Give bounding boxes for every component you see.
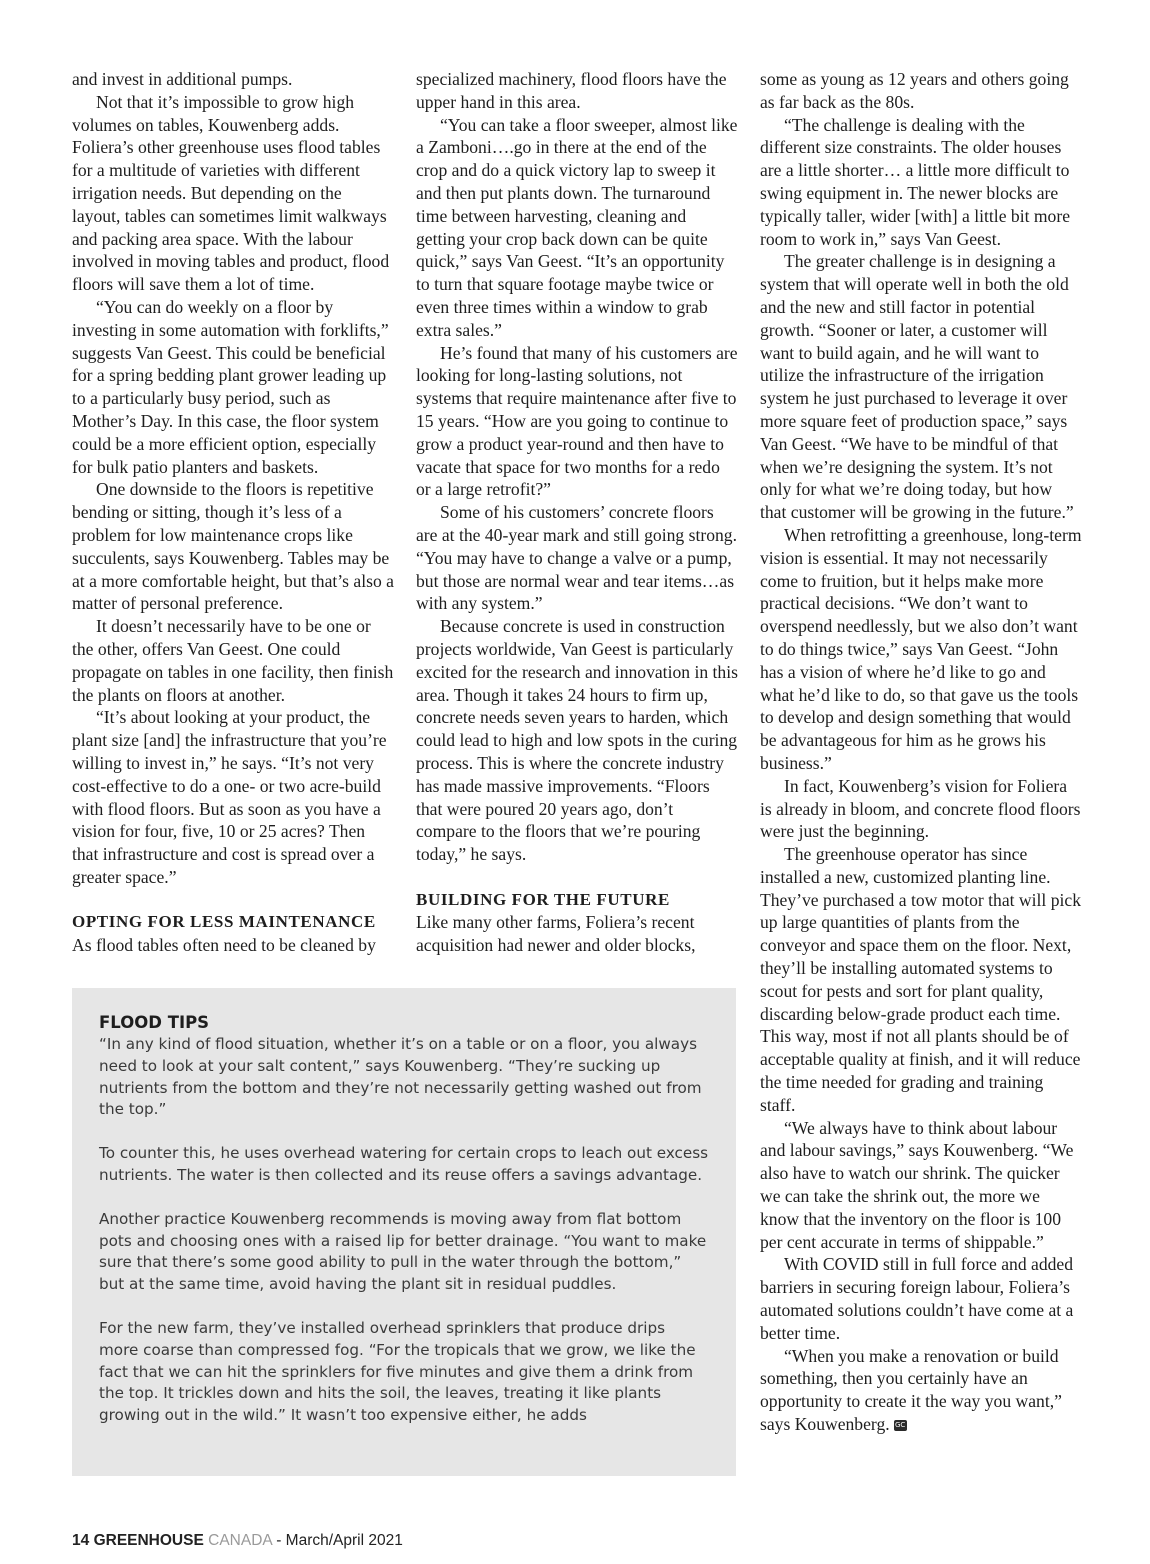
sidebar-paragraph: To counter this, he uses overhead watering for certain crops to leach out excess nutrients. The water is then collected and its reuse offers a savings advantage. (99, 1144, 709, 1184)
end-mark-icon: GC (895, 1421, 906, 1430)
magazine-name-light: CANADA (208, 1532, 272, 1549)
paragraph: Some of his customers’ concrete floors are at the 40-year mark and still going strong. “You may have to change a valve or a pump, but those are normal wear and tear items…as with any system.” (416, 502, 737, 614)
page-footer (72, 1532, 403, 1550)
paragraph: “It’s about looking at your product, the plant size [and] the infrastructure that you’re willing to invest in,” he says. “It’s not very cost-effective to do a one- or two acre-build with flood floors. But as soon as you have a vision for four, five, 10 or 25 acres? Then that infrastructure and cost is spread over a greater space.” (72, 707, 387, 887)
paragraph: With COVID still in full force and added barriers in securing foreign labour, Foliera’s automated solutions couldn’t have come at a better time. (760, 1254, 1074, 1343)
paragraph: The greater challenge is in designing a system that will operate well in both the old and the new and still factor in potential growth. “Sooner or later, a customer will want to build again, and he will want to utilize the infrastructure of the irrigation system he just purchased to leverage it over more square feet of production space,” says Van Geest. “We have to be mindful of that when we’re designing the system. It’s not only for what we’re doing today, but how that customer will be growing in the future.” (760, 251, 1074, 523)
article-column-3 (760, 68, 1082, 1436)
paragraph: In fact, Kouwenberg’s vision for Foliera is already in bloom, and concrete flood floors were just the beginning. (760, 775, 1081, 842)
article-column-2 (416, 68, 738, 957)
sidebar-paragraph: For the new farm, they’ve installed overhead sprinklers that produce drips more coarse than compressed fog. “For the tropicals that we grow, we like the fact that we can hit the sprinklers for five minutes and give them a drink from the top. It trickles down and hits the soil, the leaves, treating it like plants growing out in the wild.” It wasn’t too expensive either, he adds (99, 1318, 696, 1425)
flood-tips-sidebar (72, 988, 736, 1476)
paragraph: It doesn’t necessarily have to be one or the other, offers Van Geest. One could propagate on tables in one facility, then finish the plants on floors at another. (72, 616, 394, 705)
sidebar-paragraph: “In any kind of flood situation, whether it’s on a table or on a floor, you always need to look at your salt content,” says Kouwenberg. “They’re sucking up nutrients from the bottom and they’re not necessarily getting washed out from the top.” (99, 1035, 702, 1119)
paragraph: He’s found that many of his customers are looking for long-lasting solutions, not systems that require maintenance after five to 15 years. “How are you going to continue to grow a product year-round and then have to vacate that space for two months for a redo or a large retrofit?” (416, 342, 738, 500)
section-heading: BUILDING FOR THE FUTURE (416, 889, 670, 909)
paragraph: “The challenge is dealing with the different size constraints. The older houses are a little shorter… a little more difficult to swing equipment in. The newer blocks are typically taller, wider [with] a little bit more room to work in,” says Van Geest. (760, 114, 1071, 249)
paragraph-final (760, 1345, 1082, 1436)
article-column-1 (72, 68, 394, 957)
sidebar-title: FLOOD TIPS (99, 1013, 210, 1032)
sidebar-paragraph: Another practice Kouwenberg recommends is moving away from flat bottom pots and choosing ones with a raised lip for better drainage. “You want to make sure that there’s some good ability to pull in the water through the bottom,” but at the same time, avoid having the plant sit in residual puddles. (99, 1209, 707, 1294)
paragraph: Because concrete is used in construction projects worldwide, Van Geest is particularly excited for the research and innovation in this area. Though it takes 24 hours to firm up, concrete needs seven years to harden, which could lead to high and low spots in the curing process. This is where the concrete industry has made massive improvements. “Floors that were poured 20 years ago, don’t compare to the floors that we’re pouring today,” he says. (416, 616, 738, 865)
paragraph: some as young as 12 years and others going as far back as the 80s. (760, 69, 1069, 112)
paragraph: One downside to the floors is repetitive bending or sitting, though it’s less of a problem for low maintenance crops like succulents, says Kouwenberg. Tables may be at a more comfortable height, but that’s also a matter of personal preference. (72, 479, 394, 614)
page-number: 14 (72, 1532, 90, 1549)
paragraph: and invest in additional pumps. (72, 69, 293, 89)
paragraph: Not that it’s impossible to grow high volumes on tables, Kouwenberg adds. Foliera’s other greenhouse uses flood tables for a multitude of varieties with different irrigation needs. But depending on the layout, tables can sometimes limit walkways and packing area space. With the labour involved in moving tables and product, flood floors will save them a lot of time. (72, 91, 390, 295)
magazine-name-bold: GREENHOUSE (93, 1532, 204, 1549)
paragraph: specialized machinery, flood floors have the upper hand in this area. (416, 69, 727, 112)
paragraph: “You can take a floor sweeper, almost like a Zamboni….go in there at the end of the crop and do a quick victory lap to sweep it and then put plants down. The turnaround time between harvesting, cleaning and getting your crop back down can be quite quick,” says Van Geest. “It’s an opportunity to turn that square footage maybe twice or even three times within a window to grab extra sales.” (416, 114, 738, 340)
paragraph: The greenhouse operator has since installed a new, customized planting line. They’ve purchased a tow motor that will pick up large quantities of plants from the conveyor and space them on the floor. Next, they’ll be installing automated systems to scout for pests and sort for plant quality, discarding below-grade product each time. This way, most if not all plants should be of acceptable quality at finish, and it will reduce the time needed for grading and training staff. (760, 844, 1081, 1115)
paragraph: “We always have to think about labour and labour savings,” says Kouwenberg. “We also have to watch our shrink. The quicker we can take the shrink out, the more we know that the inventory on the floor is 100 per cent accurate in terms of shippable.” (760, 1117, 1074, 1252)
paragraph-text: “When you make a renovation or build something, then you certainly have an opportunity to create it the way you want,” says Kouwenberg. (760, 1345, 1062, 1435)
paragraph: Like many other farms, Foliera’s recent acquisition had newer and older blocks, (416, 912, 696, 956)
paragraph: “You can do weekly on a floor by investing in some automation with forklifts,” suggests Van Geest. This could be beneficial for a spring bedding plant grower leading up to a particularly busy period, such as Mother’s Day. In this case, the floor system could be a more efficient option, especially for bulk patio planters and baskets. (72, 296, 389, 477)
section-heading: OPTING FOR LESS MAINTENANCE (72, 912, 376, 932)
issue-date: - March/April 2021 (276, 1532, 403, 1549)
paragraph: When retrofitting a greenhouse, long-term vision is essential. It may not necessarily come to fruition, but it helps make more practical decisions. “We don’t want to overspend needlessly, but we also don’t want to do things twice,” says Van Geest. “John has a vision of where he’d like to go and what he’d like to do, so that gave us the tools to develop and design something that would be advantageous for him as he grows his business.” (760, 524, 1082, 773)
paragraph: As flood tables often need to be cleaned by (72, 935, 376, 956)
